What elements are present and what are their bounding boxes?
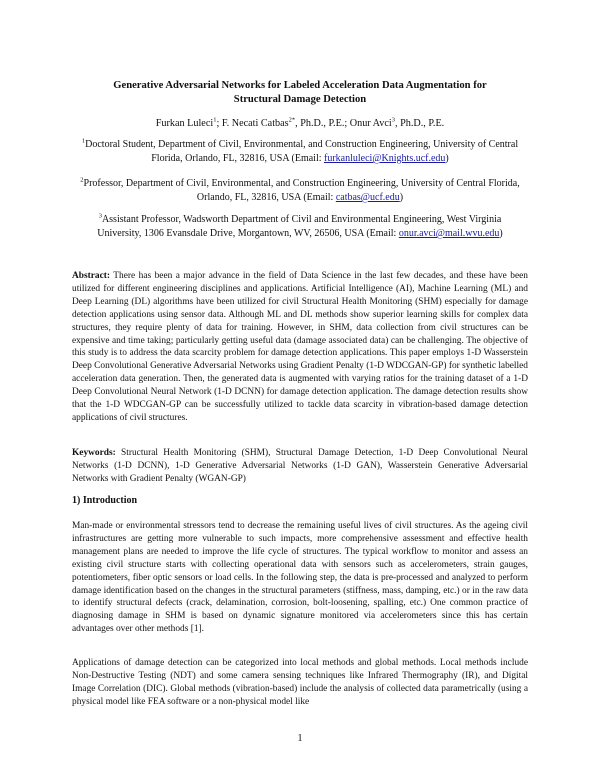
abstract-text: There has been a major advance in the field of Data Science in the last few decades, and these have been utilized for different engineering disciplines and applications. Artificial Intelligence (AI), Machine Learning (ML) and Deep Learning (DL) algorithms have been utilized for civil Structural Health Monitoring (SHM) especially for damage detection applications using sensor data. Although ML and DL methods show superior learning skills for complex data structures, they require plenty of data for training. However, in SHM, data collection from civil structures can be expensive and time taking; particularly getting useful data (damage associated data) can be challenging. The objective of this study is to address the data scarcity problem for damage detection applications. This paper employs 1-D Wasserstein Deep Convolutional Generative Adversarial Networks using Gradient Penalty (1-D WDCGAN-GP) for synthetic labelled acceleration data generation. Then, the generated data is augmented with varying ratios for the training dataset of a 1-D Deep Convolutional Neural Network (1-D DCNN) for damage detection application. The damage detection results show that the 1-D WDCGAN-GP can be successfully utilized to tackle data scarcity in vibration-based damage detection applications of civil structures.: [72, 271, 528, 423]
affiliation-2-email-link[interactable]: catbas@ucf.edu: [335, 192, 400, 203]
section-heading-introduction: 1) Introduction: [72, 495, 138, 506]
intro-paragraph-1: Man-made or environmental stressors tend to decrease the remaining useful lives of civil structures. As the ageing civil infrastructures are getting more vulnerable to such impacts, more comprehensive assessment and effective health management plans are needed to improve the life cycle of structures. The typical workflow to monitor and assess an existing civil structure starts with collecting operational data with sensors such as accelerometers, strain gauges, potentiometers, fiber optic sensors or load cells. In the following step, the data is pre-processed and analyzed to perform damage identification based on the changes in the structural parameters (stiffness, mass, damping, etc.) or in the raw data to identify structural defects (crack, delamination, corrosion, bolt-loosening, spalling, etc.) One common practice of diagnosing damage in SHM is based on dynamic signature monitored via accelerometers since this has certain advantages over other methods [1].: [72, 521, 528, 635]
author-list: [72, 117, 528, 130]
page-number: 1: [297, 733, 303, 744]
keywords-text: Structural Health Monitoring (SHM), Structural Damage Detection, 1-D Deep Convolutional Neural Networks (1-D DCNN), 1-D Generative Adversarial Networks (1-D GAN), Wasserstein Generative Adversarial Networks with Gradient Penalty (WGAN-GP): [72, 448, 528, 484]
author-tail: , Ph.D., P.E.: [394, 118, 445, 129]
affiliation-1-sup: 1: [81, 137, 86, 145]
keywords: [72, 447, 528, 486]
author-2: ; F. Necati Catbas: [216, 118, 289, 129]
affiliation-3-sup: 3: [98, 212, 102, 220]
affiliation-2-sup: 2: [80, 176, 84, 184]
author-3-sup: 3: [391, 116, 395, 124]
affiliation-2: [78, 177, 522, 205]
affiliation-1-email-link[interactable]: furkanluleci@Knights.ucf.edu: [324, 153, 446, 164]
title-line-2: Structural Damage Detection: [233, 94, 367, 105]
intro-paragraph-2: Applications of damage detection can be categorized into local methods and global methods. Local methods include Non-Destructive Testing (NDT) and some camera sensing techniques like Infrared Thermography (IR), and Digital Image Correlation (DIC). Global methods (vibration-based) include the analysis of collected data parametrically (using a physical model like FEA software or a non-physical model like: [72, 658, 528, 707]
paper-title: [72, 79, 528, 107]
author-1-sup: 1: [213, 116, 217, 124]
affiliation-3: [78, 213, 522, 241]
affiliation-3-close: ): [499, 228, 503, 239]
title-line-1: Generative Adversarial Networks for Labeled Acceleration Data Augmentation for: [113, 80, 487, 91]
affiliation-1-text: Doctoral Student, Department of Civil, Environmental, and Construction Engineering, University of Central Florida, Orlando, FL, 32816, USA (Email:: [85, 139, 519, 164]
author-1: Furkan Luleci: [155, 118, 214, 129]
abstract: [72, 270, 528, 425]
affiliation-2-text: Professor, Department of Civil, Environmental, and Construction Engineering, University of Central Florida, Orlando, FL, 32816, USA (Email:: [83, 178, 520, 203]
author-3: , Ph.D., P.E.; Onur Avci: [295, 118, 392, 129]
affiliation-1-close: ): [445, 153, 449, 164]
keywords-label: Keywords:: [72, 448, 116, 458]
abstract-label: Abstract:: [72, 271, 111, 281]
author-2-sup: 2*: [288, 116, 296, 124]
affiliation-3-text: Assistant Professor, Wadsworth Department of Civil and Environmental Engineering, West Virginia University, 1306 Evansdale Drive, Morgantown, WV, 26506, USA (Email:: [97, 214, 502, 239]
affiliation-3-email-link[interactable]: onur.avci@mail.wvu.edu: [398, 228, 500, 239]
affiliation-1: [78, 138, 522, 166]
affiliation-2-close: ): [399, 192, 404, 203]
